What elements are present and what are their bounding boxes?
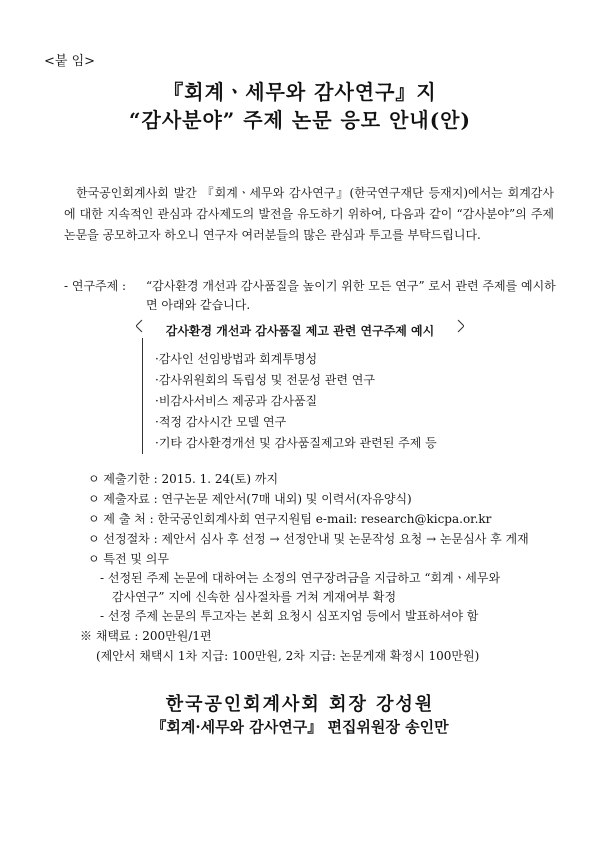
detail-benefits-heading: ㅇ 특전 및 의무 (88, 552, 169, 566)
example-item: ·비감사서비스 제공과 감사품질 (155, 394, 318, 408)
detail-fee-note: (제안서 채택시 1차 지급: 100만원, 2차 지급: 논문게재 확정시 100만원) (96, 649, 480, 663)
example-box-title: 감사환경 개선과 감사품질 제고 관련 연구주제 예시 (165, 324, 435, 338)
example-box-list (142, 338, 519, 454)
attachment-label: <붙 임> (44, 54, 96, 69)
detail-submission: ㅇ 제 출 처 : 한국공인회계사회 연구지원팀 e-mail: research@kicpa.or.kr (88, 512, 492, 526)
example-item: ·감사인 선임방법과 회계투명성 (155, 352, 318, 366)
detail-deadline: ㅇ 제출기한 : 2015. 1. 24(토) 까지 (88, 472, 279, 486)
research-topic-label: - 연구주제 : (64, 279, 127, 293)
intro-text: 한국공인회계사회 발간 『회계ㆍ세무와 감사연구』(한국연구재단 등재지)에서는 회계감사에 대한 지속적인 관심과 감사제도의 발전을 유도하기 위하여, 다음과 같이 “감사분야”의 주제 논문을 공모하고자 하오니 연구자 여러분들의 많은 관심과 투고를 부탁드립니다. (64, 186, 554, 242)
detail-fee: ※ 채택료 : 200만원/1편 (80, 629, 212, 643)
title-line-2: “감사분야” 주제 논문 응모 안내(안) (129, 108, 471, 132)
research-topic-text: “감사환경 개선과 감사품질을 높이기 위한 모든 연구” 로서 관련 주제를 예시하면 아래와 같습니다. (146, 279, 556, 312)
example-item: ·적정 감사시간 모델 연구 (155, 415, 287, 429)
detail-process: ㅇ 선정절차 : 제안서 심사 후 선정 → 선정안내 및 논문작성 요청 → 논문심사 후 게재 (88, 532, 529, 546)
detail-benefit-1-cont: 감사연구” 지에 신속한 심사절차를 거쳐 게재여부 확정 (112, 590, 397, 604)
detail-benefit-1: - 선정된 주제 논문에 대하여는 소정의 연구장려금을 지급하고 “회계ㆍ세무와 (100, 571, 501, 585)
title-line-1: 『회계ㆍ세무와 감사연구』지 (163, 80, 437, 104)
example-item: ·감사위원회의 독립성 및 전문성 관련 연구 (155, 373, 375, 387)
signature-president: 한국공인회계사회 회장 강성원 (165, 694, 435, 715)
intro-paragraph (64, 183, 554, 246)
detail-benefit-2: - 선정 주제 논문의 투고자는 본회 요청시 심포지엄 등에서 발표하셔야 함 (100, 609, 479, 623)
detail-materials: ㅇ 제출자료 : 연구논문 제안서(7매 내외) 및 이력서(자유양식) (88, 492, 412, 506)
signature-editor: 『회계·세무와 감사연구』 편집위원장 송인만 (151, 718, 449, 736)
example-item: ·기타 감사환경개선 및 감사품질제고와 관련된 주제 등 (155, 436, 437, 450)
